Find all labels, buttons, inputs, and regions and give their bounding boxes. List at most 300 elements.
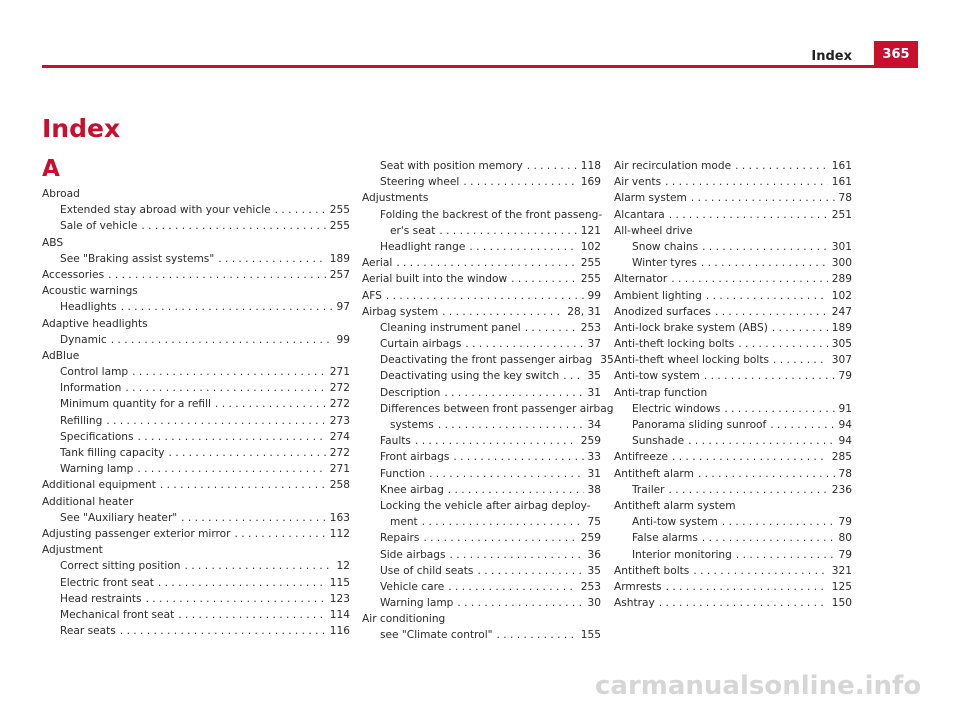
index-entry-term: Information: [60, 382, 122, 395]
index-entry-term: Adaptive headlights: [42, 317, 148, 330]
dot-leader: [736, 547, 835, 563]
index-entry-term: Vehicle care: [380, 580, 445, 593]
index-column-3: [614, 158, 852, 611]
index-entry-page[interactable]: 30: [587, 597, 601, 610]
index-column-1: [42, 186, 350, 639]
dot-leader: [701, 255, 828, 271]
index-entry-term: Alternator: [614, 273, 668, 286]
index-entry-term: Head restraints: [60, 592, 142, 605]
dot-leader: [735, 158, 828, 174]
index-entry-page[interactable]: 79: [838, 548, 852, 561]
index-entry-term: Antitheft alarm: [614, 467, 694, 480]
index-entry: [42, 251, 350, 267]
dot-leader: [691, 190, 835, 206]
index-entry-page[interactable]: 259: [580, 435, 601, 448]
index-entry: [362, 352, 614, 368]
index-entry-term: Sale of vehicle: [60, 220, 138, 233]
index-entry-page[interactable]: 301: [831, 240, 852, 253]
index-entry: [42, 235, 350, 251]
index-entry-page[interactable]: 75: [587, 516, 601, 529]
index-entry-term: Electric windows: [632, 402, 721, 415]
index-entry-term: Adjusting passenger exterior mirror: [42, 527, 231, 540]
index-entry-page[interactable]: 255: [329, 204, 350, 217]
index-entry-page[interactable]: 79: [838, 516, 852, 529]
index-entry-term: Airbag system: [362, 305, 439, 318]
index-entry-term: Adjustment: [42, 544, 103, 557]
index-entry-page[interactable]: 274: [329, 430, 350, 443]
index-entry-term: Armrests: [614, 580, 662, 593]
index-entry: [614, 158, 852, 174]
index-entry: [362, 417, 601, 433]
index-entry: [362, 385, 601, 401]
index-entry-page[interactable]: 116: [329, 625, 350, 638]
index-entry-page[interactable]: 272: [329, 447, 350, 459]
index-entry: [42, 396, 350, 412]
index-entry: [362, 401, 614, 417]
index-entry-page[interactable]: 305: [831, 338, 852, 351]
dot-leader: [121, 299, 333, 315]
index-entry-term: Anti-trap function: [614, 386, 708, 399]
index-entry: [614, 190, 852, 206]
index-entry-term: All-wheel drive: [614, 224, 693, 237]
index-entry-page[interactable]: 115: [329, 576, 350, 589]
dot-leader: [439, 223, 576, 239]
dot-leader: [429, 466, 583, 482]
index-entry: [42, 461, 350, 477]
dot-leader: [511, 271, 577, 287]
index-entry-term: See "Auxiliary heater": [60, 511, 178, 524]
dot-leader: [386, 288, 584, 304]
index-entry-page[interactable]: 118: [580, 160, 601, 172]
index-entry: [362, 174, 601, 190]
index-entry: [614, 449, 852, 465]
index-entry-term: Anti-tow system: [632, 516, 718, 529]
index-entry-page[interactable]: 169: [580, 176, 601, 189]
dot-leader: [666, 579, 828, 595]
index-entry: [362, 595, 601, 611]
index-entry-page[interactable]: 236: [831, 483, 852, 496]
index-entry-page[interactable]: 99: [587, 289, 601, 302]
dot-leader: [111, 332, 333, 348]
dot-leader: [415, 433, 577, 449]
index-entry: [42, 607, 350, 623]
dot-leader: [770, 417, 834, 433]
index-entry-term: Anti-lock brake system (ABS): [614, 321, 768, 334]
index-entry-term: Anti-theft wheel locking bolts: [614, 354, 770, 367]
index-entry-term: Description: [380, 386, 441, 399]
index-entry: [42, 283, 350, 299]
index-entry-page[interactable]: 253: [580, 580, 601, 593]
index-entry-term: Use of child seats: [380, 564, 474, 577]
index-entry: [362, 547, 601, 563]
index-entry-page[interactable]: 121: [580, 224, 601, 237]
index-entry: [362, 530, 601, 546]
index-entry: [362, 498, 601, 514]
index-entry: [42, 364, 350, 380]
index-entry-term: Front airbags: [380, 451, 450, 464]
index-entry-term: er's seat: [390, 224, 436, 237]
index-entry-term: Side airbags: [380, 548, 446, 561]
index-entry: [362, 449, 601, 465]
dot-leader: [168, 445, 325, 461]
index-entry-term: Antitheft bolts: [614, 564, 690, 577]
index-entry-page[interactable]: 259: [580, 532, 601, 545]
index-entry: [362, 304, 601, 320]
index-entry-page[interactable]: 300: [831, 257, 852, 270]
index-entry-term: Repairs: [380, 532, 420, 545]
index-entry: [362, 239, 601, 255]
index-entry: [614, 174, 852, 190]
index-entry-page[interactable]: 273: [329, 414, 350, 427]
dot-leader: [702, 530, 835, 546]
index-entry: [614, 547, 852, 563]
dot-leader: [693, 563, 827, 579]
index-entry-term: Trailer: [632, 483, 665, 496]
index-entry-term: Accessories: [42, 268, 105, 281]
dot-leader: [465, 336, 583, 352]
index-entry: [614, 336, 852, 352]
dot-leader: [218, 251, 326, 267]
index-entry: [42, 558, 350, 574]
index-entry-term: Aerial built into the window: [362, 273, 508, 286]
index-entry-page[interactable]: 255: [329, 220, 350, 233]
index-entry-page[interactable]: 189: [329, 252, 350, 265]
index-entry: [362, 288, 601, 304]
index-entry-page[interactable]: 163: [329, 511, 350, 524]
index-entry-term: Additional equipment: [42, 479, 156, 492]
index-entry: [614, 417, 852, 433]
index-entry-term: Deactivating using the key switch: [380, 370, 560, 383]
index-entry-page[interactable]: 33: [587, 451, 601, 464]
index-entry: [42, 316, 350, 332]
index-entry-page[interactable]: 102: [580, 240, 601, 253]
header-rule: [42, 65, 918, 68]
index-entry: [42, 494, 350, 510]
dot-leader: [423, 530, 576, 546]
index-entry-term: Cleaning instrument panel: [380, 321, 521, 334]
index-entry: [42, 299, 350, 315]
index-entry-term: AFS: [362, 289, 382, 302]
index-entry-page[interactable]: 94: [838, 435, 852, 448]
index-entry-term: Electric front seat: [60, 576, 154, 589]
index-entry: [362, 579, 601, 595]
dot-leader: [671, 271, 828, 287]
index-entry-term: Extended stay abroad with your vehicle: [60, 204, 271, 217]
index-entry-page[interactable]: 31: [587, 467, 601, 480]
index-entry-term: Warning lamp: [60, 463, 134, 476]
index-entry-term: Refilling: [60, 414, 103, 427]
index-entry: [614, 563, 852, 579]
index-entry: [42, 218, 350, 234]
index-entry: [362, 627, 601, 643]
index-entry: [362, 190, 601, 206]
index-entry-page[interactable]: 28, 31: [567, 305, 601, 318]
index-entry: [362, 223, 601, 239]
dot-leader: [442, 304, 563, 320]
index-entry-term: Warning lamp: [380, 597, 454, 610]
index-entry: [614, 385, 852, 401]
index-entry: [614, 368, 852, 384]
index-entry: [362, 563, 601, 579]
index-entry-page[interactable]: 91: [838, 402, 852, 415]
index-entry: [362, 320, 601, 336]
index-entry-page[interactable]: 34: [587, 419, 601, 431]
index-entry: [362, 466, 601, 482]
index-entry-term: Tank filling capacity: [60, 447, 165, 459]
dot-leader: [477, 563, 583, 579]
index-entry-term: AdBlue: [42, 349, 80, 362]
index-entry-term: Adjustments: [362, 192, 429, 205]
index-entry-page[interactable]: 255: [580, 257, 601, 270]
index-entry-page[interactable]: 94: [838, 419, 852, 431]
dot-leader: [275, 202, 326, 218]
index-entry-term: Curtain airbags: [380, 338, 462, 351]
dot-leader: [704, 368, 835, 384]
index-entry-term: Alcantara: [614, 208, 665, 221]
index-entry-term: Antifreeze: [614, 451, 669, 464]
index-entry-page[interactable]: 35: [600, 354, 614, 367]
dot-leader: [715, 304, 828, 320]
page-title: Index: [42, 114, 121, 143]
index-entry-term: Sunshade: [632, 435, 685, 448]
dot-leader: [125, 380, 325, 396]
index-entry-term: Anti-tow system: [614, 370, 700, 383]
index-entry: [362, 207, 601, 223]
index-entry-term: Minimum quantity for a refill: [60, 398, 211, 411]
dot-leader: [178, 607, 326, 623]
index-entry-term: Aerial: [362, 257, 393, 270]
index-entry: [42, 477, 350, 493]
index-entry-page[interactable]: 161: [831, 176, 852, 189]
index-entry-page[interactable]: 271: [329, 366, 350, 379]
dot-leader: [738, 336, 827, 352]
dot-leader: [527, 158, 577, 174]
index-entry-page[interactable]: 79: [838, 370, 852, 383]
index-entry-term: Locking the vehicle after airbag deploy-: [380, 499, 591, 512]
index-entry-term: Steering wheel: [380, 176, 460, 189]
index-entry-term: Dynamic: [60, 333, 107, 346]
index-entry: [614, 304, 852, 320]
dot-leader: [669, 207, 828, 223]
index-entry: [42, 267, 350, 283]
index-entry-page[interactable]: 125: [831, 580, 852, 593]
dot-leader: [185, 558, 333, 574]
index-entry: [362, 336, 601, 352]
index-entry: [614, 320, 852, 336]
index-entry: [42, 591, 350, 607]
dot-leader: [448, 579, 577, 595]
index-entry-page[interactable]: 271: [329, 463, 350, 476]
dot-leader: [525, 320, 577, 336]
watermark: carmanualsonline.info: [595, 671, 922, 701]
dot-leader: [463, 174, 576, 190]
index-entry-term: Deactivating the front passenger airbag: [380, 354, 593, 367]
index-entry-term: see "Climate control": [380, 629, 493, 642]
dot-leader: [146, 591, 326, 607]
dot-leader: [450, 547, 584, 563]
index-entry-page[interactable]: 247: [831, 305, 852, 318]
index-entry-term: Rear seats: [60, 625, 116, 638]
index-entry: [42, 429, 350, 445]
dot-leader: [665, 174, 828, 190]
index-entry-term: Anodized surfaces: [614, 305, 711, 318]
index-entry: [362, 158, 601, 174]
index-entry-term: Knee airbag: [380, 483, 444, 496]
index-entry: [614, 433, 852, 449]
index-entry-page[interactable]: 112: [329, 527, 350, 540]
index-entry: [42, 445, 350, 461]
running-header-title: Index: [811, 49, 852, 64]
index-entry: [362, 433, 601, 449]
index-entry: [362, 611, 601, 627]
dot-leader: [234, 526, 325, 542]
index-entry: [362, 482, 601, 498]
index-entry-page[interactable]: 257: [329, 268, 350, 281]
index-entry-page[interactable]: 35: [587, 370, 601, 383]
dot-leader: [669, 482, 828, 498]
dot-leader: [722, 514, 835, 530]
index-entry: [614, 223, 852, 239]
index-entry: [42, 542, 350, 558]
index-entry-term: Snow chains: [632, 240, 699, 253]
index-entry-page[interactable]: 272: [329, 398, 350, 411]
dot-leader: [724, 401, 834, 417]
index-entry-page[interactable]: 253: [580, 321, 601, 334]
index-entry-term: Anti-theft locking bolts: [614, 338, 735, 351]
index-entry-term: Alarm system: [614, 192, 687, 205]
dot-leader: [702, 239, 828, 255]
index-entry-page[interactable]: 36: [587, 548, 601, 561]
index-entry-term: Additional heater: [42, 495, 134, 508]
dot-leader: [688, 433, 834, 449]
index-entry-page[interactable]: 155: [580, 629, 601, 642]
index-entry-page[interactable]: 285: [831, 451, 852, 464]
index-entry-term: ment: [390, 516, 418, 529]
index-entry: [614, 482, 852, 498]
dot-leader: [132, 364, 326, 380]
index-entry-page[interactable]: 150: [831, 597, 852, 610]
dot-leader: [659, 595, 828, 611]
dot-leader: [448, 482, 584, 498]
index-entry-page[interactable]: 272: [329, 382, 350, 395]
index-entry: [614, 498, 852, 514]
index-entry-page[interactable]: 78: [838, 192, 852, 205]
dot-leader: [158, 575, 326, 591]
index-entry: [614, 530, 852, 546]
index-entry-page[interactable]: 161: [831, 160, 852, 172]
index-entry-page[interactable]: 251: [831, 208, 852, 221]
index-entry: [614, 255, 852, 271]
index-entry-page[interactable]: 31: [587, 386, 601, 399]
index-entry-page[interactable]: 321: [831, 564, 852, 577]
index-entry-page[interactable]: 35: [587, 564, 601, 577]
dot-leader: [563, 368, 583, 384]
index-entry: [362, 255, 601, 271]
index-entry-term: Mechanical front seat: [60, 608, 175, 621]
dot-leader: [396, 255, 576, 271]
index-entry-page[interactable]: 123: [329, 592, 350, 605]
dot-leader: [453, 449, 583, 465]
section-letter: A: [42, 156, 60, 182]
index-entry: [42, 348, 350, 364]
index-entry-term: Air vents: [614, 176, 662, 189]
dot-leader: [215, 396, 326, 412]
dot-leader: [137, 461, 325, 477]
index-entry-term: Air conditioning: [362, 613, 446, 626]
index-entry-term: Ambient lighting: [614, 289, 702, 302]
index-entry: [614, 466, 852, 482]
index-entry-term: Control lamp: [60, 366, 129, 379]
index-entry-term: Acoustic warnings: [42, 285, 138, 298]
dot-leader: [422, 514, 584, 530]
index-entry: [42, 413, 350, 429]
dot-leader: [698, 466, 835, 482]
index-entry-page[interactable]: 38: [587, 483, 601, 496]
index-entry-term: ABS: [42, 236, 64, 249]
index-entry-term: Interior monitoring: [632, 548, 732, 561]
index-entry-page[interactable]: 189: [831, 321, 852, 334]
index-entry: [42, 186, 350, 202]
index-entry: [42, 575, 350, 591]
index-entry: [362, 368, 601, 384]
index-column-2: [362, 158, 614, 644]
index-entry: [614, 595, 852, 611]
index-entry-page[interactable]: 102: [831, 289, 852, 302]
index-entry-page[interactable]: 255: [580, 273, 601, 286]
index-entry-page[interactable]: 99: [336, 333, 350, 346]
index-entry-page[interactable]: 97: [336, 301, 350, 314]
index-entry: [42, 332, 350, 348]
index-entry: [42, 380, 350, 396]
dot-leader: [160, 477, 326, 493]
index-entry: [614, 271, 852, 287]
index-entry-term: Antitheft alarm system: [614, 499, 736, 512]
index-entry-page[interactable]: 114: [329, 608, 350, 621]
dot-leader: [457, 595, 583, 611]
dot-leader: [469, 239, 576, 255]
index-entry: [614, 352, 852, 368]
index-entry: [614, 514, 852, 530]
index-entry: [614, 207, 852, 223]
index-entry-term: See "Braking assist systems": [60, 252, 215, 265]
index-entry-page[interactable]: 12: [336, 560, 350, 573]
index-entry-page[interactable]: 37: [587, 338, 601, 351]
dot-leader: [181, 510, 326, 526]
dot-leader: [106, 413, 325, 429]
dot-leader: [120, 623, 326, 639]
index-entry-page[interactable]: 307: [831, 354, 852, 367]
index-entry-page[interactable]: 289: [831, 273, 852, 286]
index-entry-page[interactable]: 258: [329, 479, 350, 492]
index-entry-term: Headlight range: [380, 240, 466, 253]
index-entry: [614, 239, 852, 255]
index-entry: [614, 288, 852, 304]
index-entry: [42, 510, 350, 526]
index-entry-term: Ashtray: [614, 597, 655, 610]
index-entry-page[interactable]: 78: [838, 467, 852, 480]
index-entry-term: Air recirculation mode: [614, 160, 732, 172]
index-entry: [614, 579, 852, 595]
dot-leader: [773, 352, 828, 368]
index-entry-term: Function: [380, 467, 426, 480]
index-entry-term: Faults: [380, 435, 411, 448]
index-entry-term: Specifications: [60, 430, 134, 443]
index-entry-term: Folding the backrest of the front passeng-: [380, 208, 603, 221]
index-entry-page[interactable]: 80: [838, 532, 852, 545]
dot-leader: [141, 218, 325, 234]
index-entry-term: Seat with position memory: [380, 160, 523, 172]
page-number-badge: 365: [874, 41, 918, 68]
